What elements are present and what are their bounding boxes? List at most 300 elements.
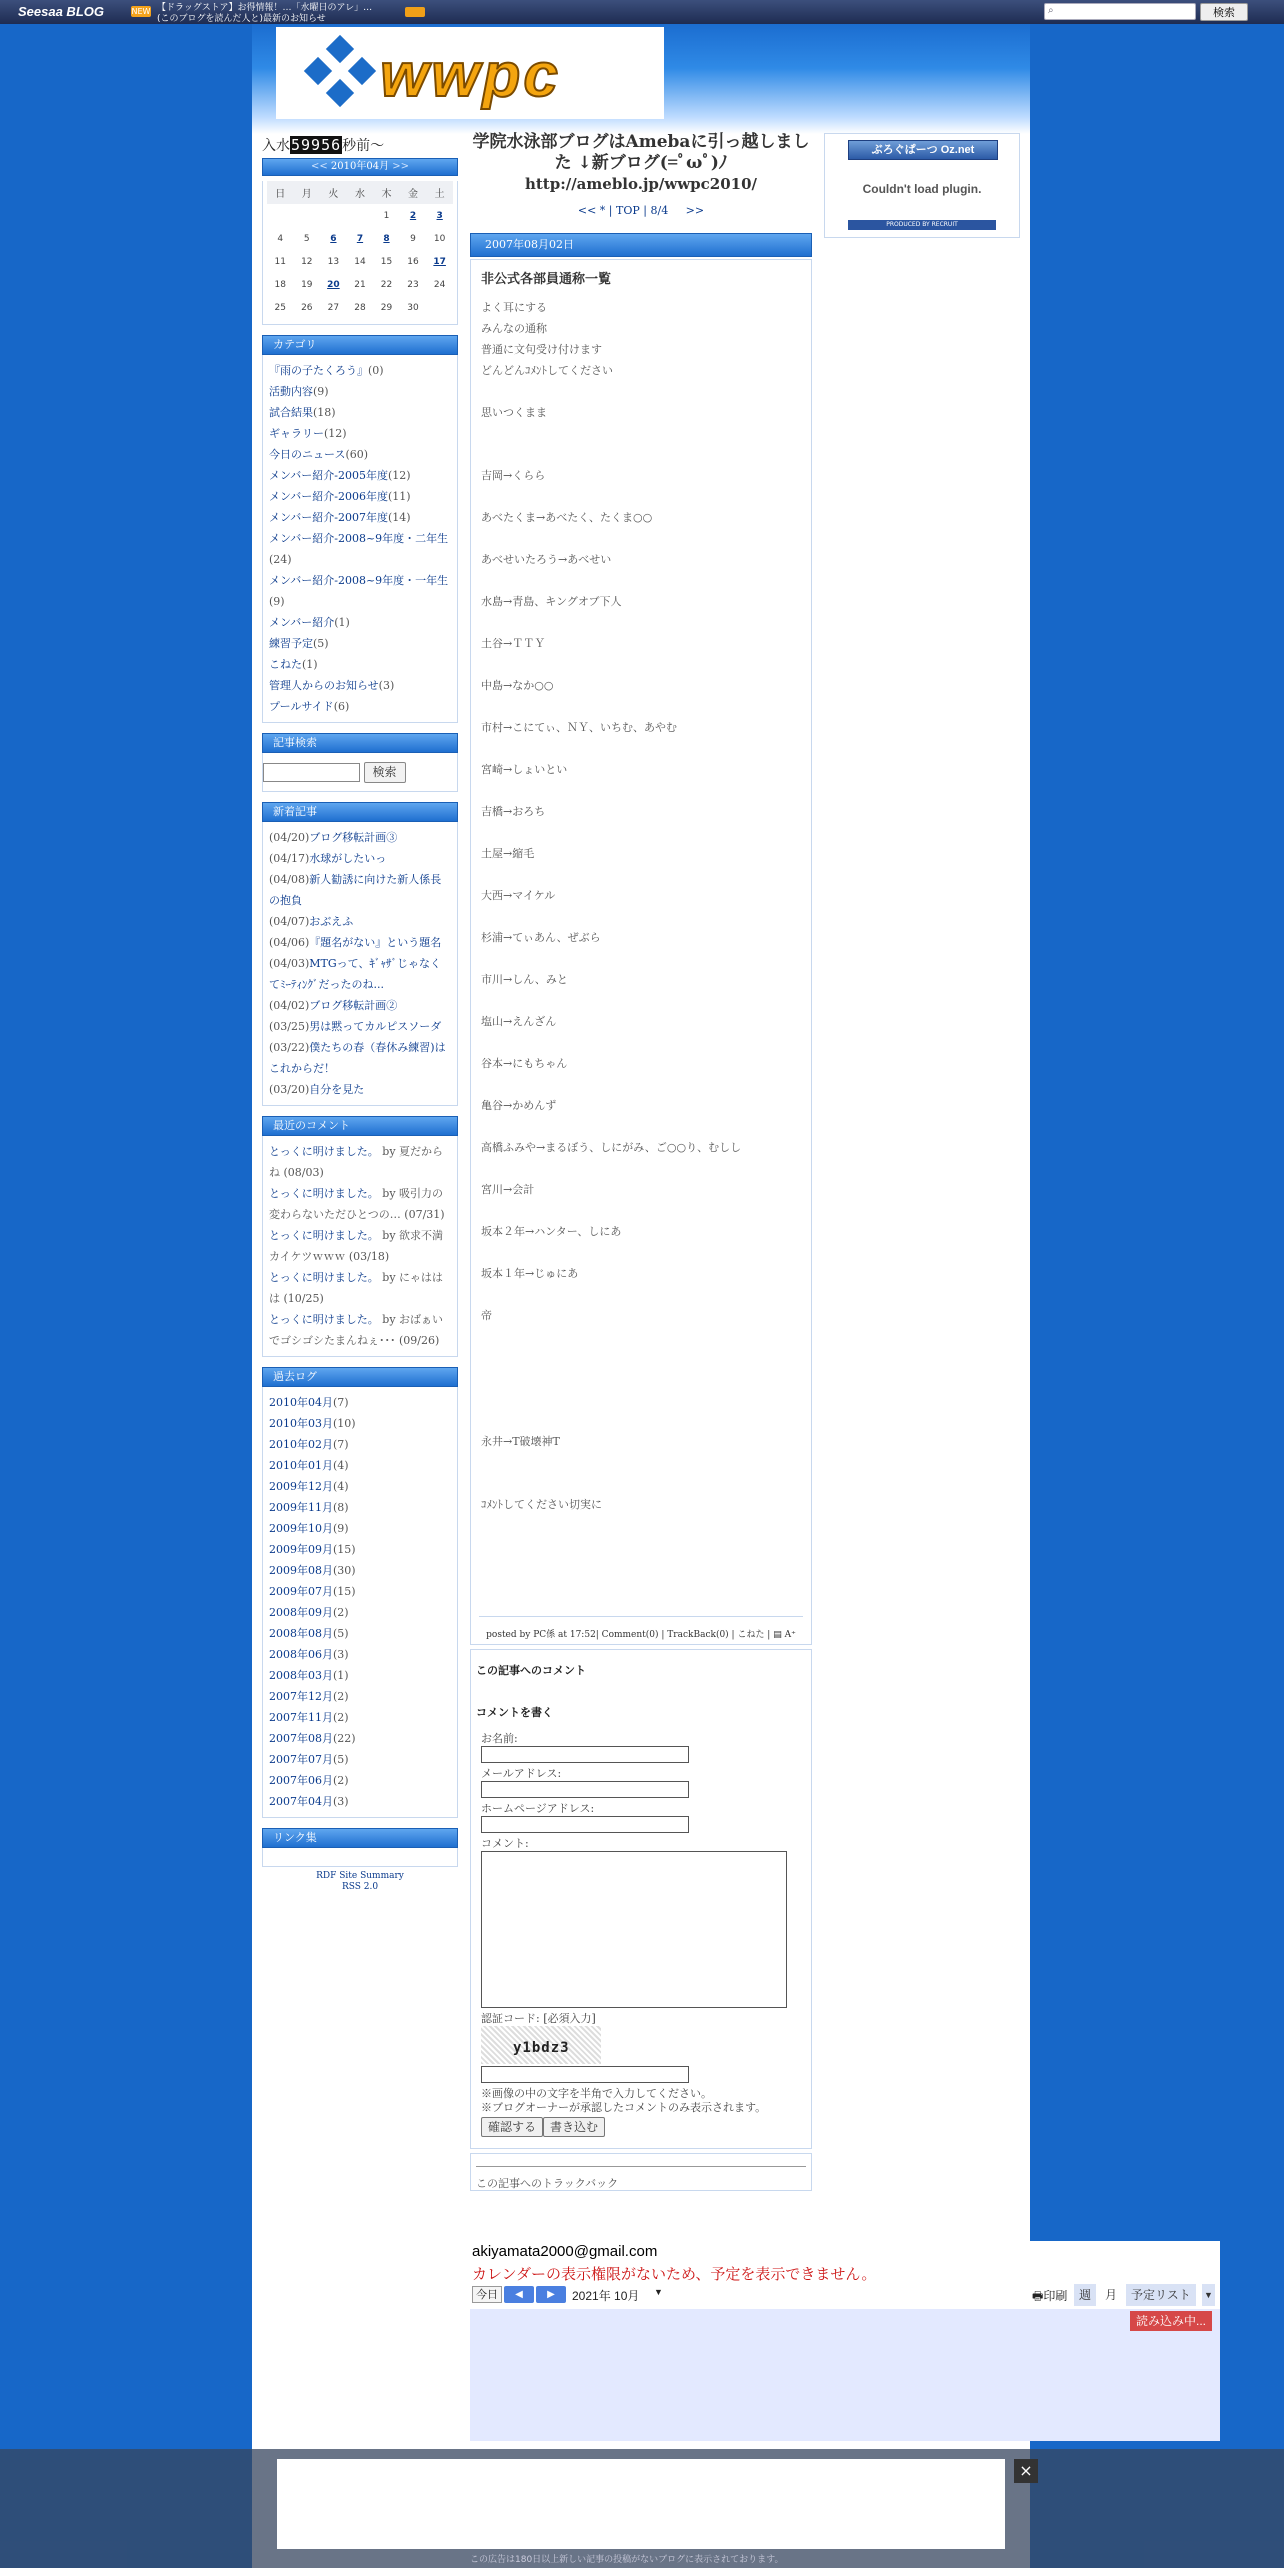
archive-item[interactable] <box>269 1497 451 1518</box>
rss-link[interactable]: RSS 2.0 <box>341 1881 379 1892</box>
category-name[interactable]: 『雨の子たくろう』 <box>269 364 368 377</box>
entry-line: 杉浦→てぃあん、ぜぶら <box>481 931 601 944</box>
captcha-text: y1bdz3 <box>513 2040 570 2056</box>
calendar-permission-error: カレンダーの表示権限がないため、予定を表示できません。 <box>472 2266 877 2283</box>
entry-meta[interactable]: posted by PC係 at 17:52| Comment(0) | TrackBack(0) | こねた | <box>486 1630 771 1640</box>
category-name[interactable]: メンバー紹介-2005年度 <box>269 469 388 482</box>
recent-post-link[interactable]: 自分を見た <box>309 1082 365 1096</box>
archive-item[interactable] <box>269 1770 451 1791</box>
entry-date: 2007年08月02日 <box>470 233 812 257</box>
category-name[interactable]: 練習予定 <box>269 637 313 650</box>
comments-heading: この記事へのコメント <box>476 1664 586 1677</box>
new-badge: NEW <box>131 7 151 16</box>
recent-post-date: (04/20) <box>269 830 310 844</box>
calendar-day[interactable]: 7 <box>356 233 364 244</box>
calendar-day: 28 <box>354 302 366 313</box>
global-search-input[interactable] <box>1044 3 1196 20</box>
homepage-input[interactable] <box>481 1816 689 1833</box>
search-icon: ⌕ <box>1048 5 1054 16</box>
category-count: (60) <box>345 448 369 461</box>
category-count: (24) <box>269 553 292 566</box>
trackback-heading: この記事へのトラックバック <box>476 2166 806 2191</box>
calendar-weekday: 日 <box>267 181 294 204</box>
entry-line: 土谷→ＴＴＹ <box>481 637 546 650</box>
feed-links <box>262 1871 458 1893</box>
entry-line <box>481 1200 801 1221</box>
comment-textarea[interactable] <box>481 1851 787 2008</box>
write-comment-heading: コメントを書く <box>476 1706 553 1719</box>
archive-count: (9) <box>333 1521 349 1535</box>
entry-body <box>481 297 801 1515</box>
category-count: (11) <box>387 490 411 503</box>
calendar-day: 13 <box>327 256 340 267</box>
entry-line: みんなの通称 <box>481 322 547 335</box>
recent-post-item[interactable] <box>269 827 451 848</box>
archive-count: (2) <box>333 1773 349 1787</box>
nav-top-link[interactable]: TOP <box>616 204 640 217</box>
archive-count: (7) <box>333 1395 349 1409</box>
calendar-day <box>426 296 453 319</box>
category-item[interactable] <box>269 696 451 717</box>
archive-item[interactable] <box>269 1455 451 1476</box>
current-month[interactable]: 2021年 10月 <box>572 2289 640 2303</box>
archive-count: (4) <box>333 1479 349 1493</box>
recent-post-link[interactable]: 水球がしたいっ <box>309 851 387 865</box>
calendar-weekday: 水 <box>347 181 374 204</box>
homepage-label: ホームページアドレス: <box>481 1802 595 1815</box>
category-name[interactable]: メンバー紹介-2008~9年度・二年生 <box>269 532 449 545</box>
recent-post-link[interactable]: 新人勧誘に向けた新人係長の抱負 <box>269 872 442 907</box>
captcha-label: 認証コード: [必須入力] <box>481 2012 596 2025</box>
recent-post-date: (03/22) <box>269 1040 310 1054</box>
category-item[interactable] <box>269 528 451 570</box>
archive-count: (7) <box>333 1437 349 1451</box>
recent-post-date: (04/08) <box>269 872 310 886</box>
counter-suffix: 秒前～ <box>342 138 385 154</box>
archive-item[interactable] <box>269 1686 451 1707</box>
category-name[interactable]: ギャラリー <box>269 427 324 440</box>
archive-month[interactable]: 2007年11月 <box>269 1710 333 1724</box>
blog-entry <box>470 259 812 1645</box>
entry-line <box>481 1284 801 1305</box>
recent-post-date: (03/25) <box>269 1019 310 1033</box>
calendar-day: 21 <box>354 279 366 290</box>
left-sidebar <box>262 132 458 1893</box>
entry-line <box>481 1368 801 1389</box>
entry-line: 普通に文句受け付けます <box>481 343 602 356</box>
blog-logo[interactable] <box>276 27 664 119</box>
recent-comment-link[interactable]: とっくに明けました。 <box>269 1228 379 1242</box>
entry-line: 谷本→にもちゃん <box>481 1057 568 1070</box>
calendar-day: 11 <box>274 256 286 267</box>
archive-item[interactable] <box>269 1476 451 1497</box>
entry-line: あべせいたろう→あべせい <box>481 553 612 566</box>
entry-line <box>481 1326 801 1347</box>
captcha-input[interactable] <box>481 2066 689 2083</box>
calendar-day <box>347 204 374 227</box>
category-count: (12) <box>387 469 411 482</box>
recent-comment-item <box>269 1309 451 1351</box>
counter-digits: 59956 <box>291 136 342 154</box>
category-item[interactable] <box>269 402 451 423</box>
prev-month-button[interactable]: ◀ <box>504 2286 534 2303</box>
archive-month[interactable]: 2009年12月 <box>269 1479 333 1493</box>
calendar-day: 5 <box>303 233 310 244</box>
ticker-badge <box>405 7 425 17</box>
archive-count: (15) <box>333 1542 356 1556</box>
entry-line: よく耳にする <box>481 301 547 314</box>
archive-month[interactable]: 2010年01月 <box>269 1458 333 1472</box>
category-count: (5) <box>313 637 329 650</box>
recent-comment-date: (08/03) <box>283 1165 324 1179</box>
archive-count: (15) <box>333 1584 356 1598</box>
name-input[interactable] <box>481 1746 689 1763</box>
plugin-widget <box>824 133 1020 238</box>
confirm-button[interactable]: 確認する <box>481 2117 543 2137</box>
calendar-day: 19 <box>301 279 313 290</box>
recent-post-item[interactable] <box>269 1079 451 1100</box>
recent-post-item[interactable] <box>269 1037 451 1079</box>
entry-line <box>481 990 801 1011</box>
category-item[interactable] <box>269 423 451 444</box>
blog-new-url: http://ameblo.jp/wwpc2010/ <box>524 175 758 193</box>
category-item[interactable] <box>269 654 451 675</box>
archive-count: (5) <box>333 1626 349 1640</box>
archive-item[interactable] <box>269 1392 451 1413</box>
entry-line <box>481 444 801 465</box>
calendar-owner-email: akiyamata2000@gmail.com <box>472 2243 658 2260</box>
archive-month[interactable]: 2009年11月 <box>269 1500 333 1514</box>
month-dropdown-icon[interactable]: ▼ <box>654 2287 663 2297</box>
category-count: (9) <box>269 595 285 608</box>
nav-page-link[interactable]: 8/4 <box>650 204 669 217</box>
archive-count: (4) <box>333 1458 349 1472</box>
email-input[interactable] <box>481 1781 689 1798</box>
logo-diamond-top <box>326 35 354 63</box>
font-size-icon[interactable]: A⁺ <box>784 1630 796 1640</box>
category-name[interactable]: 管理人からのお知らせ <box>269 679 379 692</box>
calendar-day: 22 <box>380 279 393 290</box>
calendar-week <box>267 204 453 227</box>
calendar-prev[interactable]: << <box>310 161 328 172</box>
archive-month[interactable]: 2007年07月 <box>269 1752 333 1766</box>
archive-item[interactable] <box>269 1602 451 1623</box>
recent-comment-link[interactable]: とっくに明けました。 <box>269 1312 379 1326</box>
category-item[interactable] <box>269 675 451 696</box>
archive-month[interactable]: 2009年10月 <box>269 1521 333 1535</box>
entry-line: 塩山→えんざん <box>481 1015 557 1028</box>
recent-post-date: (04/02) <box>269 998 310 1012</box>
archive-item[interactable] <box>269 1707 451 1728</box>
entry-title: 非公式各部員通称一覧 <box>481 272 612 287</box>
counter-prefix: 入水 <box>262 138 290 154</box>
category-name[interactable]: メンバー紹介-2007年度 <box>269 511 388 524</box>
entry-line <box>481 696 801 717</box>
recent-comment-date: (09/26) <box>399 1333 440 1347</box>
entry-line <box>481 528 801 549</box>
ticker-line-1[interactable]: 【ドラッグストア】お得情報！…「水曜日のアレ」… <box>157 3 373 13</box>
archive-item[interactable] <box>269 1728 451 1749</box>
calendar-week <box>267 250 453 273</box>
recent-post-link[interactable]: ブログ移転計画② <box>309 998 398 1012</box>
recent-posts-list <box>262 822 458 1106</box>
category-name[interactable]: 活動内容 <box>269 385 313 398</box>
archive-month[interactable]: 2007年04月 <box>269 1794 333 1808</box>
sidebar-search <box>262 753 458 792</box>
approval-note: ※ブログオーナーが承認したコメントのみ表示されます。 <box>481 2101 767 2114</box>
archive-count: (3) <box>333 1647 349 1661</box>
next-month-button[interactable]: ▶ <box>536 2286 566 2303</box>
links-title: リンク集 <box>262 1828 458 1848</box>
recent-comment-date: (07/31) <box>404 1207 445 1221</box>
archive-month[interactable]: 2008年06月 <box>269 1647 333 1661</box>
category-name[interactable]: メンバー紹介-2008~9年度・一年生 <box>269 574 449 587</box>
entry-line <box>481 948 801 969</box>
category-count: (18) <box>313 406 336 419</box>
category-count: (9) <box>313 385 329 398</box>
entry-line <box>481 864 801 885</box>
archive-month[interactable]: 2010年02月 <box>269 1437 333 1451</box>
category-item[interactable] <box>269 486 451 507</box>
top-navigation: << * | TOP | 8/4 >> <box>577 204 705 217</box>
calendar-day <box>294 204 321 227</box>
calendar-day: 12 <box>301 256 313 267</box>
recent-post-link[interactable]: 男は黙ってカルピスソーダ <box>309 1019 442 1033</box>
archive-month[interactable]: 2010年04月 <box>269 1395 333 1409</box>
entry-line: どんどんｺﾒﾝﾄしてください <box>481 364 613 377</box>
category-count: (6) <box>333 700 350 713</box>
archive-item[interactable] <box>269 1749 451 1770</box>
calendar-day: 14 <box>354 256 366 267</box>
entry-line: 市村→こにてぃ、ＮＹ、いちむ、あやむ <box>481 721 677 734</box>
calendar-weekdays <box>267 181 453 204</box>
entry-line <box>481 1389 801 1410</box>
recent-comments-title: 最近のコメント <box>262 1116 458 1136</box>
category-item[interactable] <box>269 360 451 381</box>
ad-close-button[interactable]: × <box>1014 2459 1038 2483</box>
calendar-day: 29 <box>380 302 393 313</box>
print-button[interactable] <box>1032 2287 1067 2308</box>
recent-comment-author: by 夏だからね <box>269 1144 444 1179</box>
archive-month[interactable]: 2008年03月 <box>269 1668 333 1682</box>
category-name[interactable]: プールサイド <box>269 700 334 713</box>
recent-comment-date: (03/18) <box>348 1249 390 1263</box>
archive-month[interactable]: 2009年09月 <box>269 1542 333 1556</box>
entry-line: 帝 <box>481 1309 492 1322</box>
entry-line: 思いつくまま <box>481 406 547 419</box>
category-item[interactable] <box>269 507 451 528</box>
print-icon: 🖶 <box>1032 2289 1044 2303</box>
calendar-day: 23 <box>407 279 419 290</box>
entry-line: 大西→マイケル <box>481 889 556 902</box>
calendar-day: 27 <box>327 302 340 313</box>
calendar-day[interactable]: 20 <box>327 279 340 290</box>
comment-label: コメント: <box>481 1837 529 1850</box>
ticker-line-2[interactable]: (このブログを読んだ人と)最新のお知らせ <box>157 14 326 24</box>
calendar-week <box>267 227 453 250</box>
recent-post-link[interactable]: ブログ移転計画③ <box>309 830 398 844</box>
entry-line: 亀谷→かめんず <box>481 1099 557 1112</box>
rdf-link[interactable]: RDF Site Summary <box>316 1870 404 1881</box>
entry-line <box>481 423 801 444</box>
category-item[interactable] <box>269 633 451 654</box>
seesaa-logo[interactable]: Seesaa BLOG <box>18 4 104 19</box>
archive-month[interactable]: 2007年08月 <box>269 1731 333 1745</box>
sidebar-search-button[interactable]: 検索 <box>364 762 406 783</box>
widget-logo[interactable]: ぶろぐぱーつ Oz.net <box>848 140 998 160</box>
category-count: (1) <box>302 658 318 671</box>
recent-comment-link[interactable]: とっくに明けました。 <box>269 1270 379 1284</box>
archive-item[interactable] <box>269 1413 451 1434</box>
category-name[interactable]: 試合結果 <box>269 406 313 419</box>
global-search-button[interactable]: 検索 <box>1200 3 1248 21</box>
search-title: 記事検索 <box>262 733 458 753</box>
recent-post-link[interactable]: おぶえふ <box>309 914 354 928</box>
recent-title: 新着記事 <box>262 802 458 822</box>
category-item[interactable] <box>269 612 451 633</box>
calendar-day[interactable]: 2 <box>409 210 417 221</box>
entry-line <box>481 822 801 843</box>
calendar-box <box>262 181 458 325</box>
recent-comment-author: by 欲求不満カイケツｗｗｗ <box>269 1228 444 1263</box>
calendar-weekday: 月 <box>294 181 321 204</box>
recent-post-date: (04/06) <box>269 935 310 949</box>
calendar-day: 15 <box>380 256 393 267</box>
archive-item[interactable] <box>269 1560 451 1581</box>
nav-next-link[interactable]: >> <box>685 204 705 217</box>
recent-comment-item <box>269 1141 451 1183</box>
tab-agenda[interactable]: 予定リスト <box>1126 2284 1196 2306</box>
recent-post-item[interactable] <box>269 911 451 932</box>
recent-comment-link[interactable]: とっくに明けました。 <box>269 1186 379 1200</box>
nav-prev-link[interactable]: << * <box>577 204 606 217</box>
calendar-weekday: 火 <box>320 181 347 204</box>
archive-title: 過去ログ <box>262 1367 458 1387</box>
captcha-note: ※画像の中の文字を半角で入力してください。 <box>481 2087 712 2100</box>
comments-section <box>470 1649 812 2149</box>
archive-month[interactable]: 2007年12月 <box>269 1689 333 1703</box>
archive-item[interactable] <box>269 1623 451 1644</box>
calendar-weekday: 金 <box>400 181 427 204</box>
archive-month[interactable]: 2007年06月 <box>269 1773 333 1787</box>
today-button[interactable]: 今日 <box>472 2286 502 2303</box>
calendar-day <box>320 204 347 227</box>
entry-line <box>481 738 801 759</box>
recent-post-link[interactable]: 『題名がない』という題名 <box>309 935 442 949</box>
recent-post-item[interactable] <box>269 995 451 1016</box>
recent-post-date: (04/07) <box>269 914 310 928</box>
category-count: (12) <box>324 427 347 440</box>
archive-item[interactable] <box>269 1791 451 1812</box>
sidebar-search-input[interactable] <box>263 763 360 782</box>
category-name[interactable]: 今日のニュース <box>269 448 346 461</box>
archive-count: (10) <box>333 1416 356 1430</box>
category-name[interactable]: メンバー紹介 <box>269 616 335 629</box>
entry-line <box>481 1242 801 1263</box>
logo-diamond-bottom <box>326 79 354 107</box>
news-ticker[interactable] <box>157 3 427 25</box>
entry-line <box>481 654 801 675</box>
archive-month[interactable]: 2009年07月 <box>269 1584 333 1598</box>
recent-post-item[interactable] <box>269 932 451 953</box>
archive-item[interactable] <box>269 1539 451 1560</box>
recent-comment-item <box>269 1267 451 1309</box>
tab-week[interactable]: 週 <box>1074 2284 1096 2306</box>
logo-diamond-right <box>348 57 376 85</box>
widget-footer[interactable]: PRODUCED BY RECRUIT <box>848 220 996 230</box>
calendar-header <box>262 158 458 176</box>
entry-line <box>481 1347 801 1368</box>
category-name[interactable]: メンバー紹介-2006年度 <box>269 490 388 503</box>
archive-month[interactable]: 2008年09月 <box>269 1605 333 1619</box>
top-bar <box>0 0 1284 24</box>
calendar-day[interactable]: 6 <box>330 233 337 244</box>
category-item[interactable] <box>269 381 451 402</box>
recent-post-link[interactable]: MTGって、ｷﾞｬｻﾞじゃなくてﾐｰﾃｨﾝｸﾞだったのね... <box>269 956 441 991</box>
print-label: 印刷 <box>1043 2289 1068 2303</box>
recent-post-link[interactable]: 僕たちの春（春休み練習)はこれからだ！ <box>269 1040 446 1075</box>
ad-banner[interactable] <box>277 2459 1005 2549</box>
recent-comment-author: by 吸引力の変わらないただひとつの… <box>269 1186 444 1221</box>
tab-month[interactable]: 月 <box>1100 2284 1122 2306</box>
name-label: お名前: <box>481 1732 518 1745</box>
tab-dropdown-icon[interactable]: ▼ <box>1202 2284 1215 2306</box>
entry-line: ｺﾒﾝﾄしてください切実に <box>481 1498 602 1511</box>
recent-post-item[interactable] <box>269 848 451 869</box>
calendar-week <box>267 273 453 296</box>
blog-notice-title: 学院水泳部ブログはAmebaに引っ越しました ↓新ブログ(=ﾟωﾟ)ﾉ <box>472 132 810 173</box>
archive-month[interactable]: 2010年03月 <box>269 1416 333 1430</box>
recent-post-item[interactable] <box>269 1016 451 1037</box>
category-count: (3) <box>378 679 395 692</box>
category-item[interactable] <box>269 465 451 486</box>
archive-month[interactable]: 2009年08月 <box>269 1563 333 1577</box>
bookmark-icon[interactable]: ▤ <box>773 1630 782 1640</box>
calendar-day[interactable]: 8 <box>383 233 390 244</box>
recent-comment-author: by にゃははは <box>269 1270 443 1305</box>
recent-comment-link[interactable]: とっくに明けました。 <box>269 1144 379 1158</box>
entry-line <box>481 1116 801 1137</box>
recent-comments-list <box>262 1136 458 1357</box>
calendar-day: 18 <box>274 279 286 290</box>
loading-indicator: 読み込み中... <box>1130 2311 1212 2331</box>
archive-item[interactable] <box>269 1581 451 1602</box>
archive-count: (1) <box>333 1668 349 1682</box>
recent-post-date: (04/17) <box>269 851 310 865</box>
category-name[interactable]: こねた <box>269 658 302 671</box>
archive-month[interactable]: 2008年08月 <box>269 1626 333 1640</box>
recent-post-date: (04/03) <box>269 956 310 970</box>
calendar-day: 4 <box>277 233 284 244</box>
calendar-day: 1 <box>383 210 390 221</box>
category-item[interactable] <box>269 570 451 612</box>
categories-title: カテゴリ <box>262 335 458 355</box>
blog-header <box>252 24 1030 134</box>
calendar-next[interactable]: >> <box>392 161 410 172</box>
category-item[interactable] <box>269 444 451 465</box>
calendar-weekday: 土 <box>426 181 453 204</box>
archive-item[interactable] <box>269 1518 451 1539</box>
archive-item[interactable] <box>269 1434 451 1455</box>
calendar-day[interactable]: 3 <box>436 210 443 221</box>
archive-item[interactable] <box>269 1665 451 1686</box>
submit-comment-button[interactable]: 書き込む <box>543 2117 605 2137</box>
recent-post-item[interactable] <box>269 869 451 911</box>
calendar-day[interactable]: 17 <box>433 256 446 267</box>
archive-item[interactable] <box>269 1644 451 1665</box>
recent-post-item[interactable] <box>269 953 451 995</box>
entry-line: 宮川→会計 <box>481 1183 535 1196</box>
